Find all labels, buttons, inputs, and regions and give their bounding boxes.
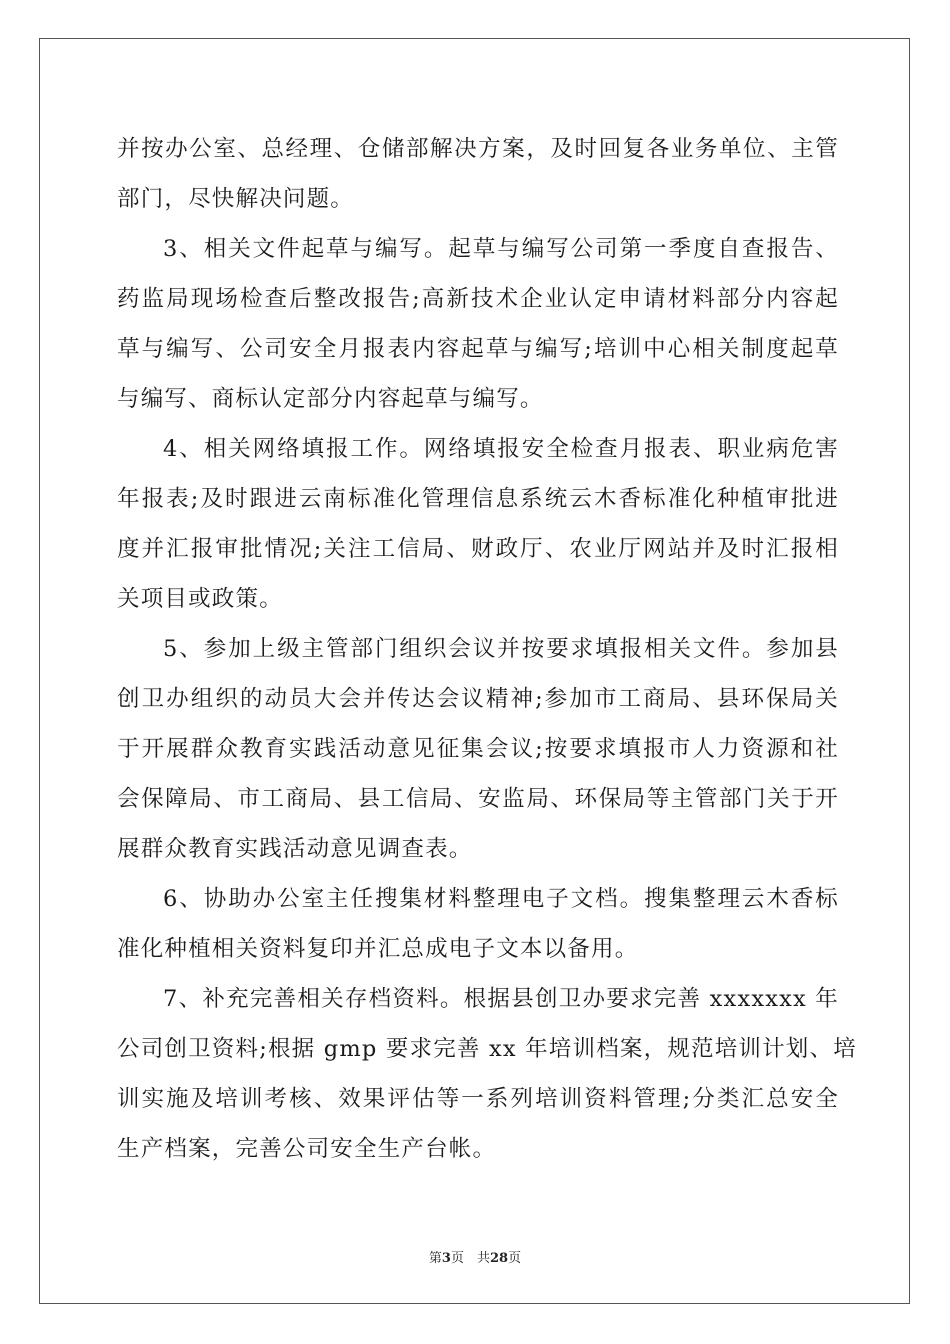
text-line: 草与编写、公司安全月报表内容起草与编写;培训中心相关制度起草 xyxy=(117,336,839,362)
text-line: 训实施及培训考核、效果评估等一系列培训资料管理;分类汇总安全 xyxy=(117,1086,839,1112)
text-line: 药监局现场检查后整改报告;高新技术企业认定申请材料部分内容起 xyxy=(117,286,839,312)
footer-middle: 页 共 xyxy=(450,1251,490,1266)
footer-suffix: 页 xyxy=(508,1251,522,1266)
current-page-number: 3 xyxy=(441,1251,451,1266)
text-line: 关项目或政策。 xyxy=(117,586,283,612)
page-footer xyxy=(0,1247,950,1266)
text-line: 度并汇报审批情况;关注工信局、财政厅、农业厅网站并及时汇报相 xyxy=(117,536,839,562)
text-line: 7、补充完善相关存档资料。根据县创卫办要求完善 xxxxxxx 年 xyxy=(163,986,839,1012)
text-line: 4、相关网络填报工作。网络填报安全检查月报表、职业病危害 xyxy=(163,436,839,462)
text-line: 公司创卫资料;根据 gmp 要求完善 xx 年培训档案，规范培训计划、培 xyxy=(117,1036,857,1062)
text-line: 年报表;及时跟进云南标准化管理信息系统云木香标准化种植审批进 xyxy=(117,486,839,512)
text-line: 于开展群众教育实践活动意见征集会议;按要求填报市人力资源和社 xyxy=(117,736,839,762)
text-line: 6、协助办公室主任搜集材料整理电子文档。搜集整理云木香标 xyxy=(163,886,839,912)
total-pages-number: 28 xyxy=(489,1251,509,1266)
document-body xyxy=(117,124,857,1174)
text-line: 5、参加上级主管部门组织会议并按要求填报相关文件。参加县 xyxy=(163,636,839,662)
footer-prefix: 第 xyxy=(428,1251,442,1266)
text-line: 与编写、商标认定部分内容起草与编写。 xyxy=(117,386,544,412)
text-line: 展群众教育实践活动意见调查表。 xyxy=(117,836,473,862)
text-line: 生产档案，完善公司安全生产台帐。 xyxy=(117,1136,497,1162)
text-line: 创卫办组织的动员大会并传达会议精神;参加市工商局、县环保局关 xyxy=(117,686,839,712)
text-line: 部门，尽快解决问题。 xyxy=(117,186,355,212)
text-line: 准化种植相关资料复印并汇总成电子文本以备用。 xyxy=(117,936,639,962)
text-line: 3、相关文件起草与编写。起草与编写公司第一季度自查报告、 xyxy=(163,236,839,262)
text-line: 并按办公室、总经理、仓储部解决方案，及时回复各业务单位、主管 xyxy=(117,136,839,162)
text-line: 会保障局、市工商局、县工信局、安监局、环保局等主管部门关于开 xyxy=(117,786,839,812)
